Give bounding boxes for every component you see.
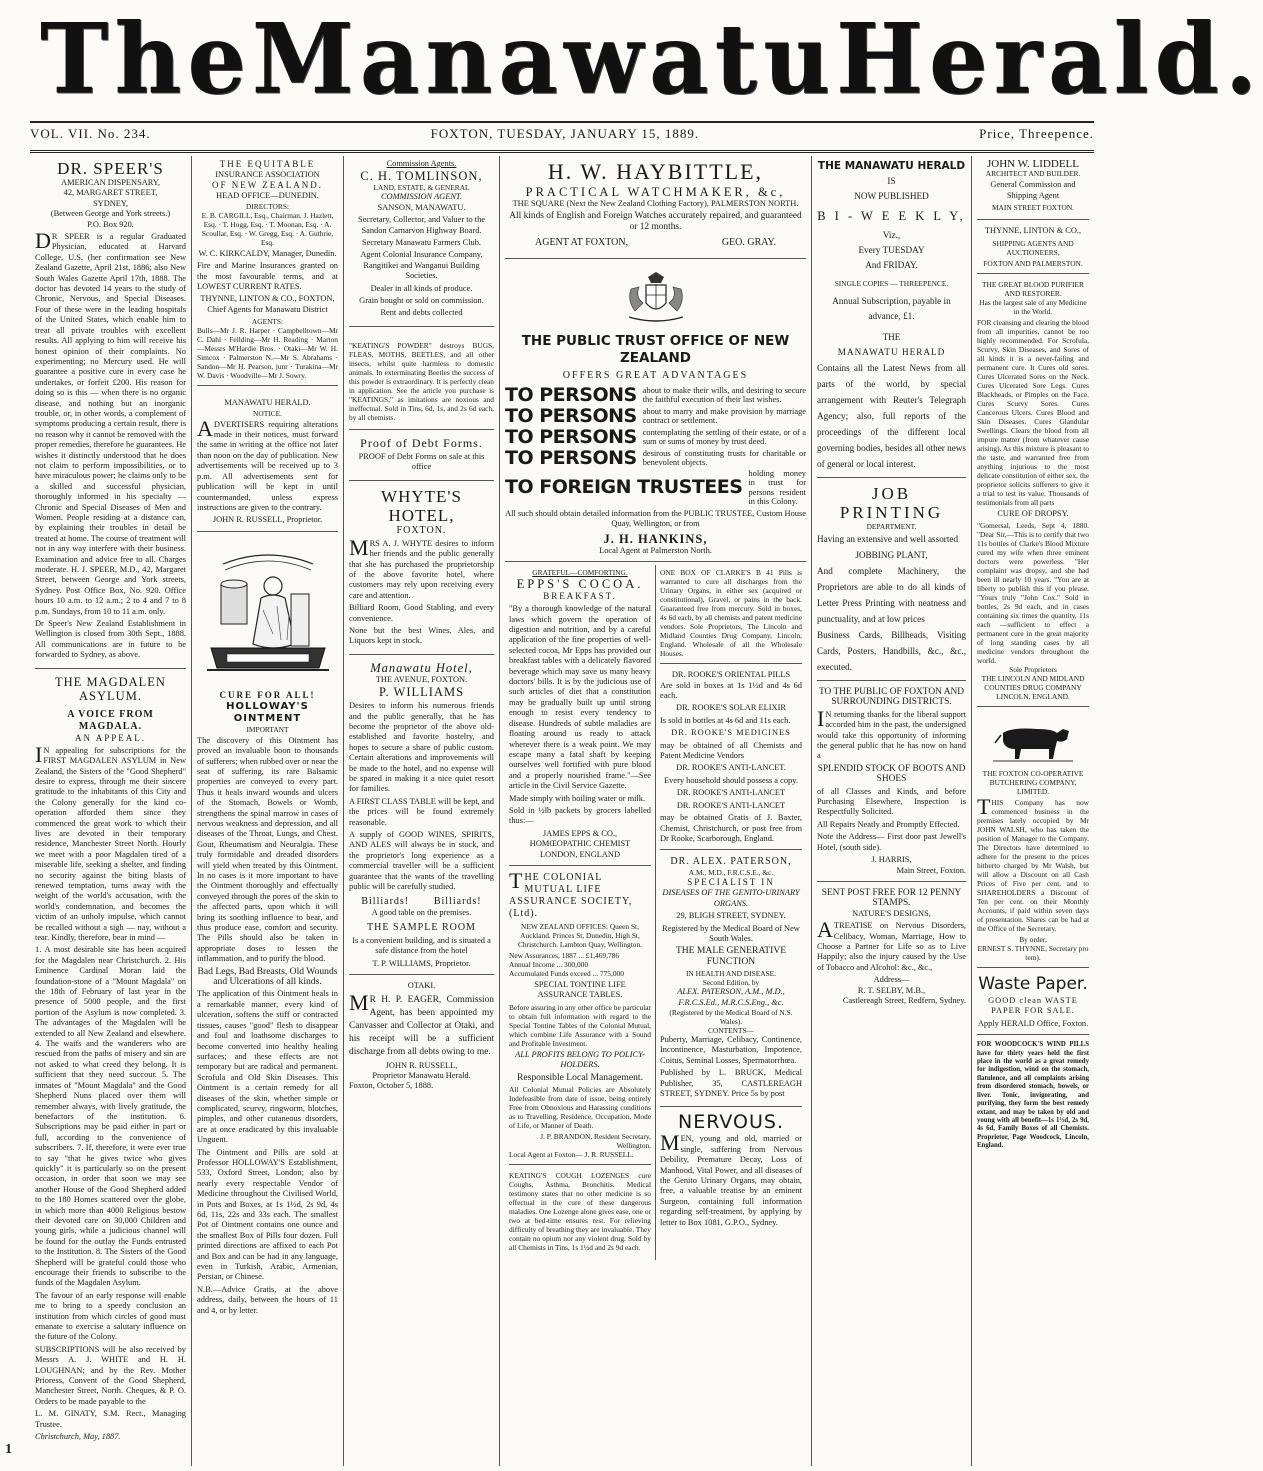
ad-natures-designs	[817, 885, 966, 1011]
ad-subtitle: BREAKFAST.	[543, 591, 617, 602]
ad-body: Viz.,	[882, 230, 901, 240]
ad-herald-published	[817, 156, 966, 478]
ad-subtitle: THE AVENUE, FOXTON.	[375, 674, 468, 684]
dateline-rule	[30, 150, 1094, 153]
trust-row-heading: TO PERSONS	[505, 425, 637, 448]
ad-signature: THE LINCOLN AND MIDLAND COUNTIES DRUG COMPANY	[981, 674, 1085, 693]
ad-body: (Registered by the Medical Board of N.S. Wales).	[669, 1007, 793, 1026]
ad-body: may be obtained of all Chemists and Patent Medicine Vendors	[660, 740, 802, 761]
ad-agent-label: AGENT AT FOXTON,	[535, 237, 629, 249]
ad-title: THYNNE, LINTON & CO.,	[984, 226, 1082, 236]
ad-title: MANAWATU HERALD.	[224, 398, 311, 408]
ad-body: W. C. KIRKCALDY, Manager, Dunedin.	[198, 248, 337, 258]
ad-body: Secretary, Collector, and Valuer to the Sandon Carnarvon Highway Board.	[357, 215, 486, 235]
ad-address: SYDNEY,	[93, 198, 128, 208]
ad-herald-notice	[197, 395, 338, 531]
ad-signature: T. P. WILLIAMS, Proprietor.	[372, 958, 471, 968]
column-5	[812, 156, 972, 1466]
ad-title: CURE FOR ALL!	[219, 689, 316, 700]
ad-body: IN returning thanks for the liberal support accorded him in the past, the undersigned would take this opportunity of informing the general public that he has now on hand a	[817, 705, 966, 761]
ad-body: ATREATISE on Nervous Disorders, Celibacy, Woman, Marriage, How to Choose a Partner for Life so as to Live Happily; also the injury caused by the Use of Tobacco and Alcohol: &c., &c.,	[817, 917, 966, 972]
ad-body: All such should obtain detailed information from the PUBLIC TRUSTEE, Custom House Quay, Wellington, or from	[505, 509, 806, 529]
ad-body: Secretary Manawatu Farmers Club.	[361, 238, 482, 248]
ad-body: "Gomersal, Leeds, Sept 4, 1880. "Dear Sir,—This is to certify that two 11s bottles of Clarke's Blood Mixture cured my wife when three eminent doctors were powerless. "Her complaint was dropsy, and she had been ill nearly 10 years. "You are at liberty to publish this if you please. "Yours truly "John Cox." Sold in bottles, 2s 9d each, and in cases containing six times the quantity, 11s each —sufficient to effect a permanent cure in the great majority of long standing cases by all medicine vendors throughout the world.	[977, 521, 1089, 666]
ad-subtitle: SANSON, MANAWATU.	[377, 202, 466, 212]
ad-agent-line: Local Agent at Foxton— J. R. RUSSELL.	[509, 1150, 634, 1159]
ad-body: THE	[882, 332, 901, 342]
ad-body: Grain bought or sold on commission.	[359, 296, 484, 306]
ad-harris-boots	[817, 684, 966, 882]
trust-row-text: desirous of constituting trusts for charitable or benevolent objects.	[642, 448, 806, 468]
trust-row	[505, 406, 806, 427]
masthead-word-2: Manawatu	[251, 2, 837, 116]
ad-body: DR SPEER is a regular Graduated Physician, educated at Harvard College, U.S. (her confirmation see New Zealand Gazette, April 21st, 1886; also New South Wales Gazette April 17th, 1888. The doctor has devoted 14 years to the study of Chronic, Nervous, and Special Diseases. Four of these were in the leading hospitals of the United States, which enable him to treat all private troubles with excellent results. All applying to him will receive his honest opinion of their complaints. No experimenting; no Mercury used. He will guarantee a positive cure in every case he undertakes, or forfeit £200. His reason for doing so is this — when there is no organic disease, and nothing but an inorganic trouble, or, in other words, a complement of symptoms producing a certain result, there is no reason why it cannot be removed with the proper remedies, therefore he guarantees. He wishes it distinctly understood that he does not claim to perform impossibilities, or to have miraculous power; he claims only to be a skilled and successful physician, thoroughly informed in his specialty — Chronic and Special Diseases of Men and Women. People residing at a distance can, by explaining their troubles in detail be treated at home. The course of treatment will not in any way interfere with their business. Examination and advice free to all. Charges moderate. H. J. SPEER, M.D., 42, Margaret Street, between George and York streets, Sydney. Post Office Box, No. 920. Office hours 10 a.m. to 12 a.m.; 2 to 4 and 7 to 8 p.m. Sundays, from 10 to 11 a.m. only.	[35, 228, 186, 616]
ad-label: Sole Proprietors	[1009, 665, 1057, 675]
ad-title: OTAKI.	[407, 981, 436, 991]
ad-colonial-mutual	[509, 869, 651, 1165]
ad-keatings-lozenges	[509, 1168, 651, 1257]
ad-nervous	[660, 1110, 802, 1235]
ad-title: NERVOUS.	[677, 1111, 784, 1134]
ad-title: HOLLOWAY'S OINTMENT	[226, 700, 309, 724]
ad-body: General Commission and Shipping Agent	[990, 180, 1076, 200]
ad-signature: HOMŒOPATHIC CHEMIST	[529, 839, 631, 849]
ad-subtitle: IMPORTANT	[246, 724, 289, 734]
ad-public-trust	[505, 262, 806, 563]
ad-body: ALEX. PATERSON, A.M., M.D., F.R.C.S.Ed., M.R.C.S.Eng., &c.	[677, 987, 785, 1007]
stat-annual-income: Annual Income ... 300,000	[509, 959, 589, 969]
ad-subtitle: ARCHITECT AND BUILDER.	[985, 169, 1081, 179]
ad-body: Business Cards, Billheads, Visiting Cards, Posters, Handbills, &c., &c., executed.	[817, 630, 966, 672]
ad-title: WHYTE'S HOTEL,	[381, 486, 462, 525]
ad-dr-rookes	[660, 667, 802, 850]
ad-subtitle: SPECIAL TONTINE LIFE ASSURANCE TABLES.	[534, 979, 626, 1000]
ad-address: P.O. Box 920.	[87, 219, 134, 229]
column-4-split	[505, 565, 806, 1260]
ad-body: Is sold in bottles at 4s 6d and 11s each.	[660, 715, 791, 725]
ad-body: Fire and Marine Insurances granted on the most favourable terms, and at LOWEST CURRENT RATES.	[197, 261, 338, 292]
ad-subtitle: LAND, ESTATE, & GENERAL	[373, 183, 470, 193]
ad-body: Second Edition, by	[702, 978, 760, 988]
ad-title: DR. ROOKE'S SOLAR ELIXIR	[676, 703, 786, 713]
ad-body: Contains all the Latest News from all parts of the world, by special arrangement with Reuter's Telegraph Agency; also, full reports of the proceedings of the different local governing bodies, besides all other news of general or local interest.	[817, 363, 967, 469]
trust-row-heading: TO PERSONS	[505, 404, 637, 427]
ad-agent-name: GEO. GRAY.	[721, 237, 776, 249]
dateline	[30, 126, 1094, 146]
section-heading: Commission Agents.	[386, 159, 457, 168]
ad-title: Proof of Debt Forms.	[360, 435, 483, 450]
ad-subtitle: GRATEFUL—COMFORTING.	[532, 568, 628, 578]
ad-label: Address—	[873, 975, 910, 985]
ad-dr-paterson	[660, 853, 802, 1107]
column-2	[192, 156, 344, 1466]
article-subtitle: A VOICE FROM MAGDALA.	[67, 708, 154, 732]
bull-illustration	[977, 719, 1089, 763]
ad-title: EPPS'S COCOA.	[516, 577, 644, 592]
ad-subtitle: A.M., M.D., F.R.C.S.E., &c.	[688, 868, 774, 878]
ad-woodcocks-pills	[977, 1038, 1089, 1155]
coat-of-arms-icon	[621, 271, 691, 327]
ad-subtitle: AMERICAN DISPENSARY,	[61, 178, 160, 187]
ad-body: Dealer in all kinds of produce.	[370, 283, 473, 293]
trust-row-heading: TO PERSONS	[505, 446, 637, 469]
ad-subtitle: FOXTON.	[396, 524, 447, 536]
ad-label: By order,	[1019, 935, 1047, 945]
coat-of-arms	[505, 271, 806, 327]
ad-body: And complete Machinery, the Proprietors are able to do all kinds of Letter Press Printing with neatness and punctuality, and at low prices	[817, 566, 966, 624]
page-number: 1	[5, 1442, 12, 1457]
ad-address: THE SQUARE (Next the New Zealand Clothing Factory), PALMERSTON NORTH.	[512, 199, 799, 208]
column-6	[972, 156, 1094, 1466]
ad-title: MANAWATU HERALD	[837, 347, 946, 357]
ad-body: A good table on the premises.	[371, 908, 472, 918]
ad-body: IS	[887, 176, 896, 186]
ad-whytes-hotel	[349, 484, 494, 655]
ad-subtitle: Responsible Local Management.	[516, 1071, 644, 1083]
seated-figure-icon	[203, 544, 333, 684]
ad-subtitle: INSURANCE ASSOCIATION	[215, 170, 320, 179]
masthead-word-1: The	[40, 2, 252, 116]
article-body: IN appealing for subscriptions for the FIRST MAGDALEN ASYLUM in New Zealand, the Sisters of the "Good Shepherd" desire to express, through me their sincere gratitude to the inhabitants of this City and the Colony generally for the kind co-operation afforded them since they commenced the great work to which their lives are devoted in their temporary residence, Manchester Street North. Hourly we meet with a poor Magdalen tired of a miserable life, seeking a shelter, and finding no security against the biting blasts of renewed temptation, turns away with the weight of the world's accusation, with the world's condemnation, and becomes the victim of an unholy impulse, which cannot be recalled without a sigh — nay, without a tear. Kindly, therefore, bear in mind —	[35, 741, 186, 942]
ad-address: (Between George and York streets.)	[50, 209, 171, 219]
page-columns	[30, 156, 1094, 1466]
ad-title: DR. ROOKE'S ANTI-LANCET.	[676, 763, 786, 773]
ad-body: SHIPPING AGENTS AND AUCTIONEERS,	[992, 238, 1074, 257]
ad-title: Manawatu Hotel,	[370, 660, 473, 675]
masthead-word-3: Herald.	[836, 2, 1263, 116]
ad-label: CONTENTS—	[708, 1025, 754, 1035]
ad-title: THE GREAT BLOOD PURIFIER AND RESTORER.	[982, 279, 1084, 298]
ad-body: Are sold in boxes at 1s 1½d and 4s 6d each.	[660, 680, 802, 701]
ad-title: DR. ROOKE'S ANTI-LANCET	[676, 788, 786, 798]
masthead-rule	[30, 121, 1094, 123]
ad-title: C. H. TOMLINSON,	[360, 169, 483, 184]
holloway-illustration	[197, 544, 338, 684]
trust-row	[505, 448, 806, 469]
trust-row-heading: TO FOREIGN TRUSTEES	[505, 476, 743, 499]
ad-signature: J. P. BRANDON, Resident Secretary, Wellington.	[540, 1132, 651, 1150]
ad-title: JOHN W. LIDDELL	[987, 158, 1079, 170]
ad-body: Annual Subscription, payable in advance, £1.	[832, 296, 951, 321]
ad-body: Bulls—Mr J. R. Harper · Campbelltown—Mr C. Dahl · Feilding—Mr H. Reading · Marton—Messrs M'Hardie Bros. · Otaki—Mr W. H. Simcox · Palmerston N.—Mr S. Abrahams · Sandon—Mr H. Pearson, junr · Turakina—Mr W. Davis · Woodville—Mr J. Sowry.	[197, 326, 338, 381]
ad-body: Dr Speer's New Zealand Establishment in Wellington is closed from 30th Sept., 1888. All communications are in future to be forwarded to Sydney, as above.	[35, 619, 186, 660]
ad-body: Made simply with boiling water or milk.	[509, 793, 646, 803]
ad-subtitle: JOBBING PLANT,	[855, 550, 928, 560]
ad-signature: LINCOLN, ENGLAND.	[996, 692, 1070, 702]
ad-address: 42, MARGARET STREET,	[63, 188, 158, 198]
article-title: THE MAGDALEN ASYLUM.	[55, 674, 166, 703]
article-signature: L. M. GINATY, S.M. Rect., Managing Trustee.	[35, 1409, 186, 1429]
ad-body: Registered by the Medical Board of New South Wales.	[662, 923, 800, 943]
ad-title: THE MALE GENERATIVE FUNCTION	[675, 945, 787, 967]
ad-subtitle: P. WILLIAMS	[378, 685, 465, 700]
ad-signature: Castlereagh Street, Redfern, Sydney.	[842, 995, 966, 1005]
ad-signature: Main Street, Foxton.	[896, 865, 966, 875]
ad-body: PROOF of Debt Forms on sale at this office	[358, 451, 485, 472]
ad-epps-cocoa	[509, 565, 651, 866]
ad-body: A FIRST CLASS TABLE will be kept, and the prices will be found extremely reasonable.	[349, 796, 494, 827]
ad-body: ONE BOX OF CLARKE'S B 41 Pills is warranted to cure all discharges from the Urinary Organs, in either sex (acquired or constitutional), Gravel, or pains in the back. Guaranteed free from mercury. Sold in boxes, 4s 6d each, by all chemists and patent medicine vendors. Sole Proprietors, The Lincoln and Midland Counties Drug Company, Lincoln, England. Wholesale of all the Wholesale Houses.	[660, 568, 802, 659]
ad-title: Billiards!	[361, 896, 410, 908]
ad-foxton-butchering	[977, 710, 1089, 968]
ad-body: Published by L. BRUCK, Medical Publisher, 35, CASTLEREAGH STREET, SYDNEY. Price 5s by post	[660, 1068, 802, 1098]
masthead	[40, 2, 1263, 116]
bull-icon	[991, 719, 1075, 763]
ad-body: N.B.—Advice Gratis, at the above address, daily, between the hours of 11 and 4, or by letter.	[197, 1284, 338, 1315]
ad-signature: JAMES EPPS & CO.,	[542, 828, 618, 838]
ad-body: "KEATING'S POWDER" destroys BUGS, FLEAS, MOTHS, BEETLES, and all other insects, whilst quite harmless to domestic animals. In exterminating Beetles the success of this powder is extraordinary. It is perfectly clean in application. See the article you purchase is "KEATINGS," as imitations are noxious and ineffectual. Sold in Tins, 6d, 1s, and 2s 6d each, by all chemists.	[349, 340, 494, 422]
ad-title: THE SAMPLE ROOM	[367, 921, 476, 933]
issue-date: FOXTON, TUESDAY, JANUARY 15, 1889.	[430, 126, 700, 141]
ad-body: of all Classes and Kinds, and before Purchasing Elsewhere, Inspection is Respectfully Solicited.	[817, 786, 966, 817]
ad-agent-line	[505, 234, 806, 252]
ad-signature: LONDON, ENGLAND	[539, 849, 621, 859]
ad-body: A supply of GOOD WINES, SPIRITS, AND ALES will always be in stock, and the proprietor's long experience as a commercial traveller will be a sufficient guarantee that the wants of the travelling public will be carefully studied.	[349, 830, 494, 892]
ad-title: H. W. HAYBITTLE,	[547, 159, 764, 184]
article-subtitle: AN APPEAL.	[74, 732, 146, 743]
ad-label: NOTICE.	[253, 408, 282, 418]
ad-subtitle: DEPARTMENT.	[866, 522, 917, 531]
ad-subtitle: HEAD OFFICE—DUNEDIN.	[216, 191, 319, 201]
ad-signature: Proprietor Manawatu Herald.	[372, 1070, 471, 1080]
ad-holloways-ointment	[197, 535, 338, 1323]
ad-body: Billiard Room, Good Stabling, and every convenience.	[349, 603, 494, 623]
ad-body: MR H. P. EAGER, Commission Agent, has been appointed my Canvasser and Collector at Otaki, and his receipt will be a sufficient discharge from all debts owing to me.	[349, 989, 494, 1057]
ad-body: Rent and debts collected	[380, 308, 463, 318]
ad-body: MEN, young and old, married or single, suffering from Nervous Debility, Premature Decay, Loss of Manhood, Vital Power, and all diseases of the Genito Urinary Organs, may obtain, free, a valuable treatise by an eminent Surgeon, containing full information regarding self-treatment, by applying by letter to Box 1081, G.P.O., Sydney.	[660, 1130, 802, 1227]
trust-row-text: about to make their wills, and desiring to secure the faithful execution of their last wishes.	[642, 385, 806, 405]
ad-body: Is a convenient building, and is situated a safe distance from the hotel	[352, 935, 491, 956]
trust-row	[505, 469, 806, 507]
ad-address: 29, BLIGH STREET, SYDNEY.	[676, 911, 786, 921]
ad-clarkes-blood-mixture	[977, 277, 1089, 707]
ad-signature: JOHN R. RUSSELL, Proprietor.	[212, 515, 323, 525]
column-1	[30, 156, 192, 1466]
ad-tomlinson	[349, 156, 494, 327]
ad-proof-of-debt	[349, 433, 494, 481]
ad-title: THE COLONIAL MUTUAL LIFE ASSURANCE SOCIETY, (Ltd).	[509, 867, 633, 919]
trust-row-heading: TO PERSONS	[505, 383, 637, 406]
ad-body: THIS Company has now commenced business in the premises lately occupied by Mr JOHN WALSH, who has taken the position of Manager to the Company. The Directors have determined to adhere for the present to the prices hitherto charged by Mr Walsh, but will allow a Discount on all Cash Prices of Five per cent, and to SHAREHOLDERS a Discount of Ten per cent. on their Monthly Accounts, if paid within seven days of presentation. Shares can be had at the Office of the Secretary.	[977, 794, 1089, 934]
ad-keatings-powder	[349, 336, 494, 430]
ad-body: Agent Colonial Insurance Company, Rangitikei and Wanganui Building Societies.	[360, 250, 483, 281]
ad-title: DR. ROOKE'S ORIENTAL PILLS	[671, 670, 791, 680]
ad-subtitle: OF NEW ZEALAND.	[211, 180, 324, 191]
ad-body: Before assuring in any other office be particular to obtain full information with regard to the Special Tontine Tables of the Colonial Mutual, which combine Life Assurance with a Sound and Profitable Investment.	[509, 1002, 651, 1048]
ad-dr-speer	[35, 156, 186, 669]
ad-title: DR. SPEER'S	[57, 159, 164, 178]
ad-body: The Ointment and Pills are sold at Professor HOLLOWAY'S Establishment, 533, Oxford Street, London; also by nearly every respectable Vendor of Medicine throughout the Civilised World, in Pots and Boxes, at 1s 1½d, 2s 9d, 4s 6d, 11s, 22s and 33s each. The smallest Pot of Ointment contains one ounce and the smallest Box of Pills four dozen. Full printed directions are affixed to each Pot and Box and can be had in any language, even in Turkish, Arabic, Armenian, Persian, or Chinese.	[197, 1147, 338, 1282]
ad-subtitle: DISEASES OF THE GENITO-URINARY ORGANS.	[662, 888, 800, 908]
ad-agent-name: J. H. HANKINS,	[603, 531, 708, 546]
ad-body: Apply HERALD Office, Foxton.	[977, 1018, 1089, 1028]
ad-body: Desires to inform his numerous friends and the public generally, that he has become the proprietor of the above old-established and favorite hostelry, and hopes to secure a share of public custom. Certain alterations and improvements will be made to the hotel, and no expense will be spared in making it a nice quiet resort for families.	[349, 701, 494, 794]
column-3	[344, 156, 500, 1466]
ad-title: THE MANAWATU HERALD	[817, 160, 966, 172]
ad-subtitle: Has the largest sale of any Medicine in the World.	[979, 297, 1087, 316]
ad-body: Bad Legs, Bad Breasts, Old Wounds and Ulcerations of all kinds.	[197, 965, 338, 988]
ad-body: And FRIDAY.	[865, 260, 918, 270]
ad-title: Billiards!	[433, 896, 482, 908]
ad-body: GOOD clean WASTE PAPER FOR SALE.	[988, 996, 1078, 1016]
ad-subtitle: OFFERS GREAT ADVANTAGES	[562, 369, 749, 381]
ad-subtitle: PRACTICAL WATCHMAKER, &c,	[525, 185, 786, 199]
ad-label: DIRECTORS:	[246, 201, 289, 211]
ad-title: THE FOXTON CO-OPERATIVE BUTCHERING COMPANY, LIMITED.	[982, 769, 1084, 797]
ad-title: JOB PRINTING	[839, 484, 944, 522]
ad-agent-label: Local Agent at Palmerston North.	[599, 545, 712, 555]
trust-row-text: about to marry and make provision by marriage contract or settlement.	[642, 406, 806, 426]
ad-liddell	[977, 156, 1089, 220]
ad-manawatu-hotel	[349, 658, 494, 975]
ad-title: B I - W E E K L Y,	[817, 209, 966, 223]
ad-haybittle	[505, 156, 806, 259]
ad-thynne-linton	[977, 223, 1089, 273]
ad-signature: R. T. SELBY, M.B.,	[857, 985, 926, 995]
ad-body: E. B. CARGILL, Esq., Chairman. J. Hazlett, Esq. · T. Hogg, Esq. · T. Moonan, Esq. · A. Scoullar, Esq. · W. Gregg, Esq. · A. Guthrie, Esq.	[201, 210, 334, 247]
ad-subtitle: IN HEALTH AND DISEASE.	[685, 969, 777, 979]
ad-title: DR. ALEX. PATERSON,	[670, 856, 792, 868]
ad-otaki-agent	[349, 978, 494, 1097]
article-body: The favour of an early response will enable me to bring to a speedy conclusion an institution from which circles of good must emanate to exercise a salutary influence on the future of the Colony.	[35, 1290, 186, 1342]
issue-price: Price, Threepence.	[979, 126, 1094, 141]
ad-address: Note the Address— First door past Jewell's Hotel, (south side).	[817, 832, 966, 852]
ad-title: SENT POST FREE FOR 12 PENNY STAMPS.	[821, 887, 962, 909]
ad-body: "By a thorough knowledge of the natural laws which govern the operation of digestion and nutrition, and by a careful application of the fine properties of well-selected cocoa, Mr Epps has provided our breakfast tables with a delicately flavored beverage which may save us many heavy doctors' bills. It is by the judicious use of such articles of diet that a constitution may be gradually built up until strong enough to resist every tendency to disease. Hundreds of subtle maladies are floating around us ready to attack wherever there is a weak point. We may escape many a fatal shaft by keeping ourselves well fortified with pure blood and a properly nourished frame."—See article in the Civil Service Gazette.	[509, 604, 651, 791]
article-magdalen-asylum	[35, 672, 186, 1450]
ad-waste-paper	[977, 971, 1089, 1035]
ad-title: THE PUBLIC TRUST OFFICE OF NEW ZEALAND	[521, 332, 790, 366]
ad-body: SINGLE COPIES — THREEPENCE.	[834, 279, 949, 288]
ad-body: NOW PUBLISHED	[854, 191, 929, 201]
article-date: Christchurch, May, 1887.	[35, 1432, 121, 1442]
ad-body: All kinds of English and Foreign Watches accurately repaired, and guaranteed or 12 months.	[509, 211, 802, 232]
article-body: 1. A most desirable site has been acquired for the Magdalen near Christchurch. 2. His Eminence Cardinal Moran laid the foundation-stone of a "Mount Magdala" on the 18th of February of last year in the presence of 5000 people, and the first portion of the Asylum is now completed. 3. The advantages of the Magdalen will be extended to all New Zealand and elsewhere. 4. The waifs and the wanderers who are rescued from the paths of misery and sin are not asked to what creed they belong. It is sufficient that they need succour. 5. The inmates of "Mount Magdala" and the Good Shepherd Nuns placed over them will remember always, with lively gratitude, the benefactors of the institution. 6. Subscriptions may be paid either in part or full, according to the convenience of subscribers. 7. If, therefore, it were ever true to say "that he gives twice who gives quickly" it is particularly so on the present occasion, in order that soon we may see another House of the Good Shepherd added to the 180 Homes scattered over the globe, in which more than 4000 Religious bestow their devoted care on 30,000 Children and young girls, while a judicious channel will be found for the outlay the Funds entrusted to the Institution. 8. The Sisters of the Good Shepherd will be grateful could those who encourage their friends to subscribe to the funds of the Magdalen Asylum.	[35, 945, 186, 1288]
ad-title: DR. ROOKE'S MEDICINES	[671, 728, 791, 738]
stat-new-assurances: New Assurances, 1887 ... £1,469,786	[509, 950, 620, 960]
ad-subtitle: COMMISSION AGENT.	[380, 192, 463, 202]
ad-body: may be obtained Gratis of J. Baxter, Chemist, Christchurch, or post free from Dr Rooke, Scarborough, England.	[660, 813, 802, 843]
ad-signature: JOHN R. RUSSELL,	[385, 1060, 458, 1070]
ad-body: The application of this Ointment heals in a remarkable manner, every kind of ulceration, softens the stiff or contracted tissues, causes "good" flesh to disappear and foul and loathsome discharges to become converted into healthy healing surfaces; and these effects are not temporary but are radical and permanent. Scrofula and Old Skin Diseases. This Ointment is a certain remedy for all diseases of the skin, whether simple or complicated, scurvy, ringworm, blotches, pimples, and other cutaneous disorders, are at once eradicated by this invaluable Unguent.	[197, 989, 338, 1145]
ad-body: Having an extensive and well assorted	[817, 534, 959, 544]
column-4	[500, 156, 812, 1466]
ad-body: Puberty, Marriage, Celibacy, Continence, Incontinence, Masturbation, Impotence, Coitus, Seminal Losses, Spermatorrhœa.	[660, 1034, 802, 1065]
ad-title: DR. ROOKE'S ANTI-LANCET	[676, 800, 786, 810]
article-body: SUBSCRIPTIONS will be also received by Messrs A. J. WHITE and H. H. LOUGHNAN; and by the Rev. Mother Prioress, Convent of the Good Shepherd, Manchester Street, North. Cheques, & P. O. Orders to be made payable to the	[35, 1344, 186, 1406]
ad-title: Waste Paper.	[978, 974, 1088, 995]
ad-body: FOR cleansing and clearing the blood from all impurities, cannot be too highly recommended. For Scrofula, Scurvy, Skin Diseases, and Sores of all kinds it is a never-failing and permanent cure. It Cures old sores. Cures Ulcerated Sores on the Neck. Cures Ulcerated Sore Legs. Cures Blackheads, or Pimples on the Face. Cures Scurvy Sores. Cures Cancerous Ulcers. Cures Blood and Skin Diseases. Cures Glandular Swellings. Clears the blood from all impure matter (from whatever cause arising). As this mixture is pleasant to the taste, and warranted free from anything injurious to the most delicate constitution of either sex, the proprietor solicits sufferers to give it a trial to test its value. Thousands of testimonials from all parts	[977, 317, 1089, 507]
ad-date: Foxton, October 5, 1888.	[349, 1081, 434, 1091]
stat-accumulated-funds: Accumulated Funds exceed ... 775,000	[509, 968, 624, 978]
ad-subtitle: NATURE'S DESIGNS,	[852, 908, 931, 918]
trust-row-text: contemplating the settling of their estate, or of a sum or sums of money by trust deed.	[642, 427, 806, 447]
column-4-left	[505, 565, 656, 1260]
ad-title: TO THE PUBLIC OF FOXTON AND SURROUNDING DISTRICTS.	[818, 687, 965, 708]
ad-title: CURE OF DROPSY.	[997, 508, 1069, 518]
ad-body: MRS A. J. WHYTE desires to inform her friends and the public generally that she has purchased the proprietorship of the above favorite hotel, where customers may rely upon receiving every care and attention.	[349, 534, 494, 600]
trust-row	[505, 427, 806, 448]
ad-body: ADVERTISERS requiring alterations made in their notices, must forward the same in writing at the office not later than noon on the day of publication. New advertisements will be received up to 3 p.m. All advertisements sent for publication will be kept in until countermanded, unless express instructions are given to the contrary.	[197, 415, 338, 512]
ad-body: FOR WOODCOCK'S WIND PILLS have for thirty years held the first place in the world as a great remedy for indigestion, wind on the stomach, flatulence, and all complaints arising from disordered stomach, bowels, or liver. Tonic, invigorating, and purifying, they form the best remedy extant, and may be taken by old and young with all benefit—1s 1½d, 2s 9d, 4s 6d, Family Boxes of all Chemists. Proprietor, Page Woodcock, Lincoln, England.	[977, 1041, 1089, 1150]
ad-job-printing	[817, 481, 966, 681]
ad-signature: J. HARRIS,	[871, 855, 912, 865]
ad-body: Every TUESDAY	[858, 245, 925, 255]
ad-signature: ERNEST S. THYNNE, Secretary pro tem).	[977, 944, 1089, 963]
ad-body: THYNNE, LINTON & CO., FOXTON, Chief Agents for Manawatu District	[200, 294, 335, 314]
ad-address: FOXTON AND PALMERSTON.	[983, 258, 1083, 268]
billiards-heading	[349, 896, 494, 908]
ad-body: None but the best Wines, Ales, and Liquors kept in stock.	[349, 625, 494, 646]
ad-title: THE EQUITABLE	[219, 159, 316, 169]
ad-body: The discovery of this Ointment has proved an invaluable boon to thousands of sufferers; when rubbed over or near the seat of suffering, its rare Balsamic properties are conveyed to every part. Thus it heals inward wounds and ulcers of the Stomach, Bowels or Womb, strengthens the spinal marrow in cases of nervous weakness and depression, and all diseases of the Throat, Lungs, and Chest. Gout, Rheumatism and Neuralgia. These truly formidable and dreaded disorders will yield when treated by this Ointment. In no cases is it more important to have the Ointment thoroughly and effectually conveyed through the pores of the skin to the affected parts, upon which it will bring its soothing influence to bear, and thus produce ease, comfort and security. The Pills should also be taken in appropriate doses to lessen the inflammation, and to purify the blood.	[197, 735, 339, 964]
ad-title: SPLENDID STOCK OF BOOTS AND SHOES	[817, 763, 966, 785]
ad-body: All Repairs Neatly and Promptly Effected.	[817, 819, 960, 829]
ad-label: AGENTS:	[251, 317, 284, 327]
trust-row	[505, 385, 806, 406]
ad-address: NEW ZEALAND OFFICES: Queen St, Auckland. Princes St, Dunedin, High St, Christchurch. Lambton Quay, Wellington.	[518, 921, 642, 949]
column-4-right	[656, 565, 806, 1260]
ad-address: MAIN STREET FOXTON.	[991, 203, 1075, 213]
ad-body: Sold in ½lb packets by grocers labelled thus:—	[509, 805, 651, 826]
ad-body: Every household should possess a copy.	[664, 775, 798, 785]
ad-equitable-insurance	[197, 156, 338, 386]
ad-body: KEATING'S COUGH LOZENGES cure Coughs, Asthma, Bronchitis. Medical testimony states that no other medicine is so effectual in the cure of these dangerous maladies. One Lozenge alone gives ease, one or two at bed-time ensures rest. For relieving difficulty of breathing they are invaluable. They contain no opium nor any violent drug. Sold by all Chemists in Tins, 1s 1½d and 2s 9d each.	[509, 1171, 651, 1252]
ad-body: All Colonial Mutual Policies are Absolutely Indefeasible from date of issue, being entirely Free from Obnoxious and Harassing conditions as to Travelling, Residence, Occupation, Mode of Life, or Manner of Death.	[509, 1085, 651, 1130]
ad-subtitle: ALL PROFITS BELONG TO POLICY-HOLDERS.	[515, 1049, 645, 1070]
volume-number: VOL. VII. No. 234.	[30, 126, 151, 141]
ad-clarkes-pills	[660, 565, 802, 664]
trust-row-text: holding money in trust for persons resident in this Colony.	[748, 468, 806, 507]
ad-subtitle: SPECIALIST IN	[687, 877, 775, 888]
